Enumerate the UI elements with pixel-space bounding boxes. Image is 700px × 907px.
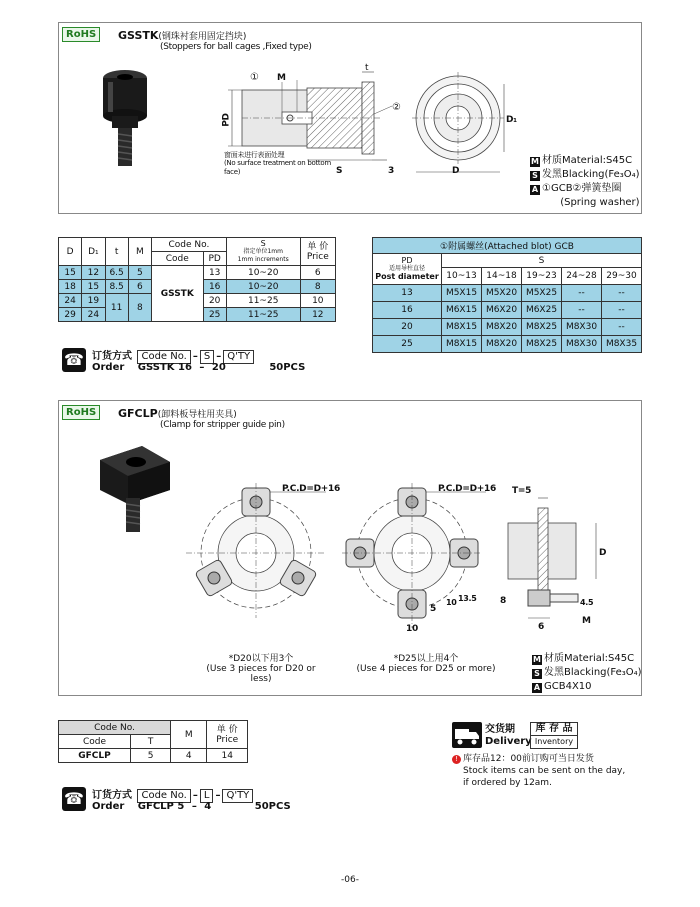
bolt-cell: M8X30 xyxy=(562,319,602,336)
bolt-cell-pd: 20 xyxy=(373,319,442,336)
cell-code: GFCLP xyxy=(59,749,131,763)
th-m: M xyxy=(128,238,151,266)
gfclp-dim-6: 6 xyxy=(538,622,544,632)
gsstk-note-en: (No surface treatment on bottom face) xyxy=(224,159,331,176)
gfclp-code: GFCLP xyxy=(118,407,158,420)
gfclp-materials xyxy=(532,652,642,694)
phone-icon: ☎ xyxy=(62,787,86,811)
gfclp-caption-3 xyxy=(196,651,326,684)
delivery-note-en1: Stock items can be sent on the day, xyxy=(463,766,626,776)
material-m-icon: M xyxy=(533,655,541,664)
gsstk-accessory: ①GCB②弹簧垫圈 xyxy=(542,183,622,194)
cell-m: 6 xyxy=(128,280,151,294)
gsstk-materials xyxy=(530,154,640,210)
gfclp-accessory-row xyxy=(532,680,642,694)
cell-t: 5 xyxy=(131,749,171,763)
gfclp-title xyxy=(118,407,237,420)
bolt-th-range: 24~28 xyxy=(562,268,602,285)
table-row xyxy=(59,266,336,280)
table-row xyxy=(59,749,248,763)
th-price-cn: 单 价 xyxy=(307,241,329,252)
cell-s: 10~20 xyxy=(226,266,300,280)
gsstk-dim-d: D xyxy=(452,166,460,176)
gsstk-finish-row xyxy=(530,168,640,182)
order-field-code: Code No. xyxy=(137,789,190,803)
cell-t: 6.5 xyxy=(105,266,128,280)
gfclp-finish: 发黑Blacking(Fe₃O₄) xyxy=(544,667,642,678)
cell-price: 14 xyxy=(207,749,248,763)
truck-icon xyxy=(452,722,482,748)
cell-d1: 12 xyxy=(82,266,105,280)
gsstk-dim-3: 3 xyxy=(388,166,394,176)
th-code: Code xyxy=(152,252,204,266)
order-label-en: Order xyxy=(92,362,125,373)
table-row xyxy=(373,285,642,302)
bolt-table-title: ①附属螺丝(Attached blot) GCB xyxy=(373,238,642,254)
gfclp-dim-m: M xyxy=(582,616,591,626)
gfclp-caption-4 xyxy=(356,651,496,674)
inventory-badge-cn: 库 存 品 xyxy=(531,723,577,736)
gfclp-dim-10: 10 xyxy=(406,624,418,634)
bolt-cell: -- xyxy=(602,285,642,302)
bolt-cell: M5X25 xyxy=(522,285,562,302)
gsstk-code: GSSTK xyxy=(118,29,159,42)
bolt-th-s: S xyxy=(442,254,642,268)
th-m: M xyxy=(171,721,207,749)
order-example-sep: – xyxy=(199,362,205,373)
th-price xyxy=(207,721,248,749)
cell-t: 11 xyxy=(105,294,128,322)
gfclp-spec-table xyxy=(58,720,248,763)
bolt-cell: M8X15 xyxy=(442,319,482,336)
table-row xyxy=(373,319,642,336)
bolt-cell: M8X15 xyxy=(442,336,482,353)
order-field-l: L xyxy=(200,789,214,803)
gsstk-dim-pd: PD xyxy=(221,113,232,127)
th-price-en: Price xyxy=(216,734,239,745)
material-a-icon: A xyxy=(533,683,541,692)
delivery-note xyxy=(452,753,625,789)
cell-d1: 24 xyxy=(82,308,105,322)
th-price-cn: 单 价 xyxy=(216,724,238,735)
th-codeno: Code No. xyxy=(59,721,171,735)
gfclp-title-en: (Clamp for stripper guide pin) xyxy=(160,420,285,430)
gsstk-material: 材质Material:S45C xyxy=(542,155,633,166)
th-s-note: 指定单位1mm xyxy=(243,247,283,255)
table-row xyxy=(373,336,642,353)
gsstk-order-format: 订货方式 Code No. – S – Q'TY xyxy=(92,347,256,364)
order-field-qty: Q'TY xyxy=(222,789,253,803)
inventory-badge xyxy=(530,722,578,749)
cell-d: 24 xyxy=(59,294,82,308)
th-pd: PD xyxy=(203,252,226,266)
gfclp-title-cn: (卸料板导柱用夹具) xyxy=(157,410,237,420)
gsstk-photo xyxy=(90,66,160,171)
page-number: -06- xyxy=(341,875,359,885)
gfclp-dim-t5: T=5 xyxy=(512,486,532,496)
bolt-cell-pd: 16 xyxy=(373,302,442,319)
order-field-code: Code No. xyxy=(137,350,190,364)
delivery-note-cn-row xyxy=(452,753,625,765)
cell-price: 6 xyxy=(300,266,335,280)
material-a-icon: A xyxy=(531,185,539,194)
order-label-en: Order xyxy=(92,801,125,812)
bolt-cell: -- xyxy=(602,302,642,319)
cell-m: 5 xyxy=(128,266,151,280)
bolt-th-pd-label: PD xyxy=(401,256,413,265)
bolt-cell: M6X15 xyxy=(442,302,482,319)
bolt-cell: M6X20 xyxy=(482,302,522,319)
rohs-badge-gfclp: RoHS xyxy=(62,405,100,420)
material-m-icon: M xyxy=(531,157,539,166)
order-label-cn: 订货方式 xyxy=(92,790,132,801)
order-example-l: 4 xyxy=(204,801,212,812)
bolt-th-pd-cn: 适用导柱直径 xyxy=(388,265,425,272)
order-label-cn: 订货方式 xyxy=(92,351,132,362)
th-s-note-en: 1mm increments xyxy=(237,255,289,263)
bolt-cell: M8X25 xyxy=(522,336,562,353)
bolt-cell: M6X25 xyxy=(522,302,562,319)
delivery-label-en: Delivery xyxy=(485,736,532,747)
cell-s: 11~25 xyxy=(226,308,300,322)
gsstk-order-example xyxy=(92,362,305,373)
cell-d: 15 xyxy=(59,266,82,280)
rohs-badge-gsstk: RoHS xyxy=(62,27,100,42)
gsstk-callout-1: ① xyxy=(250,72,259,83)
bolt-cell: M8X20 xyxy=(482,319,522,336)
th-codeno: Code No. xyxy=(152,238,227,252)
gfclp-pcd-2: P.C.D=D+16 xyxy=(438,484,496,494)
gsstk-note-cn: 窗面未进行表面处理 xyxy=(224,151,285,159)
attached-bolt-table xyxy=(372,237,642,353)
order-field-qty: Q'TY xyxy=(223,350,254,364)
gsstk-dim-s: S xyxy=(336,166,343,176)
material-s-icon: S xyxy=(530,171,540,181)
bolt-cell-pd: 25 xyxy=(373,336,442,353)
bolt-cell: M5X20 xyxy=(482,285,522,302)
bolt-th-range: 14~18 xyxy=(482,268,522,285)
th-t: t xyxy=(105,238,128,266)
cell-d: 18 xyxy=(59,280,82,294)
gsstk-title-en: (Stoppers for ball cages ,Fixed type) xyxy=(160,42,312,52)
delivery-label xyxy=(485,724,532,748)
gfclp-material: 材质Material:S45C xyxy=(544,653,635,664)
order-example-code: GSSTK 16 xyxy=(137,362,192,373)
bolt-cell: -- xyxy=(562,302,602,319)
caption-4-cn: *D25以上用4个 xyxy=(393,654,459,664)
phone-icon: ☎ xyxy=(62,348,86,372)
gfclp-finish-row xyxy=(532,666,642,680)
order-example-s: 20 xyxy=(211,362,226,373)
gsstk-dim-t: t xyxy=(365,63,369,73)
cell-d: 29 xyxy=(59,308,82,322)
cell-code: GSSTK xyxy=(152,266,204,322)
gfclp-pcd-1: P.C.D=D+16 xyxy=(282,484,340,494)
cell-price: 12 xyxy=(300,308,335,322)
bolt-th-pd xyxy=(373,254,442,285)
gfclp-dim-45: 4.5 xyxy=(580,598,594,607)
bolt-cell: M8X30 xyxy=(562,336,602,353)
gsstk-material-row xyxy=(530,154,640,168)
gsstk-finish: 发黑Blacking(Fe₃O₄) xyxy=(542,169,640,180)
alert-icon: ! xyxy=(452,755,461,764)
th-price-en: Price xyxy=(306,251,329,262)
bolt-cell-pd: 13 xyxy=(373,285,442,302)
cell-pd: 25 xyxy=(203,308,226,322)
gsstk-callout-2: ② xyxy=(392,102,401,113)
material-s-icon: S xyxy=(532,669,542,679)
cell-pd: 16 xyxy=(203,280,226,294)
gfclp-order-format: 订货方式 Code No. – L – Q'TY xyxy=(92,786,255,803)
gfclp-dim-10b: 10 xyxy=(446,598,457,607)
bolt-cell: -- xyxy=(562,285,602,302)
cell-m: 4 xyxy=(171,749,207,763)
order-field-s: S xyxy=(200,350,214,364)
bolt-th-range: 29~30 xyxy=(602,268,642,285)
gsstk-dim-m: M xyxy=(277,73,286,83)
bolt-cell: M8X25 xyxy=(522,319,562,336)
bolt-th-range: 19~23 xyxy=(522,268,562,285)
caption-3-cn: *D20以下用3个 xyxy=(228,654,294,664)
gsstk-dim-d1: D₁ xyxy=(506,115,517,125)
inventory-badge-en: Inventory xyxy=(534,737,574,746)
gfclp-dim-8: 8 xyxy=(500,596,506,606)
th-code: Code xyxy=(59,735,131,749)
cell-pd: 20 xyxy=(203,294,226,308)
gsstk-accessory-row xyxy=(530,182,640,196)
bolt-cell: -- xyxy=(602,319,642,336)
gsstk-spec-table xyxy=(58,237,336,322)
gfclp-dim-135: 13.5 xyxy=(458,594,477,603)
caption-3-en: (Use 3 pieces for D20 or less) xyxy=(206,664,316,684)
delivery-note-cn: 库存品12：00前订购可当日发货 xyxy=(463,754,594,764)
cell-d1: 15 xyxy=(82,280,105,294)
gsstk-accessory-en: (Spring washer) xyxy=(560,197,640,208)
order-example-qty: 50PCS xyxy=(269,362,306,373)
gfclp-dim-5: 5 xyxy=(430,604,436,614)
caption-4-en: (Use 4 pieces for D25 or more) xyxy=(356,664,496,674)
th-d1: D₁ xyxy=(82,238,105,266)
order-example-sep: – xyxy=(191,801,197,812)
th-s xyxy=(226,238,300,266)
th-t: T xyxy=(131,735,171,749)
gfclp-accessory: GCB4X10 xyxy=(544,681,592,692)
gsstk-title-cn: (钢珠衬套用固定挡块) xyxy=(158,32,247,42)
bolt-th-range: 10~13 xyxy=(442,268,482,285)
th-price xyxy=(300,238,335,266)
th-s-label: S xyxy=(260,238,266,248)
gsstk-title xyxy=(118,29,246,42)
cell-t: 8.5 xyxy=(105,280,128,294)
bolt-cell: M8X20 xyxy=(482,336,522,353)
cell-s: 11~25 xyxy=(226,294,300,308)
gfclp-photo xyxy=(92,440,174,535)
cell-m: 8 xyxy=(128,294,151,322)
delivery-label-cn: 交货期 xyxy=(485,724,515,735)
cell-d1: 19 xyxy=(82,294,105,308)
bolt-cell: M5X15 xyxy=(442,285,482,302)
gfclp-order-example xyxy=(92,801,291,812)
bolt-cell: M8X35 xyxy=(602,336,642,353)
cell-price: 8 xyxy=(300,280,335,294)
cell-price: 10 xyxy=(300,294,335,308)
gfclp-dim-d: D xyxy=(599,548,607,558)
bolt-th-pd-en: Post diameter xyxy=(375,272,439,281)
table-row xyxy=(373,302,642,319)
gfclp-material-row xyxy=(532,652,642,666)
order-example-qty: 50PCS xyxy=(254,801,291,812)
delivery-note-en2: if ordered by 12am. xyxy=(463,778,552,788)
th-d: D xyxy=(59,238,82,266)
cell-s: 10~20 xyxy=(226,280,300,294)
order-example-code: GFCLP 5 xyxy=(137,801,185,812)
cell-pd: 13 xyxy=(203,266,226,280)
